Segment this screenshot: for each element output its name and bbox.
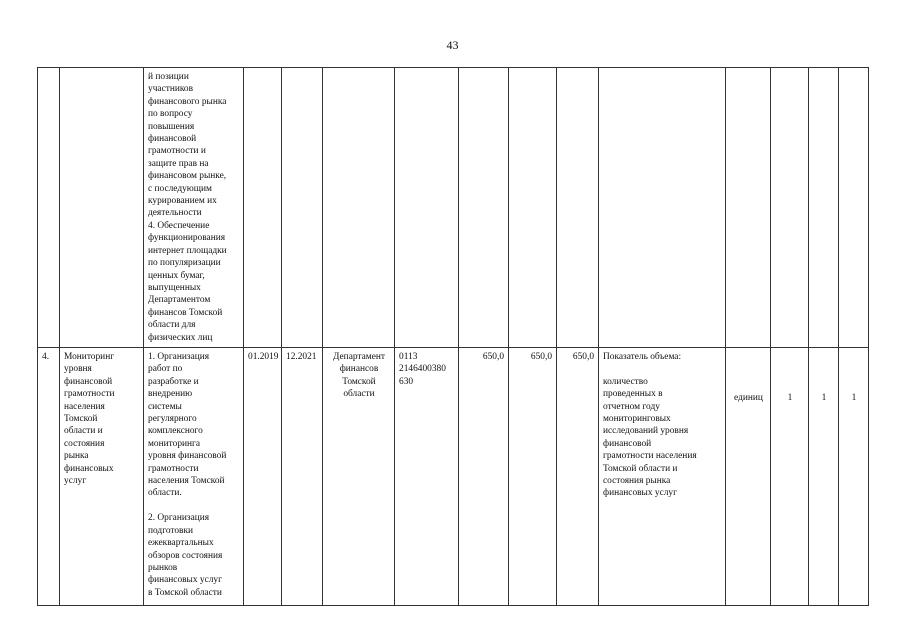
end-date-cell: 12.2021 xyxy=(281,347,323,606)
row-number-cell: 4. xyxy=(37,347,60,606)
executor-cell: Департамент финансов Томской области xyxy=(322,347,395,606)
page-number: 43 xyxy=(446,38,459,52)
target-year-3-cell: 1 xyxy=(838,347,869,606)
target-year-2-cell xyxy=(808,67,839,348)
executor-cell xyxy=(322,67,395,348)
task-name-cell: Мониторинг уровня финансовой грамотности населения Томской области и состояния рынка финансовых услуг xyxy=(59,347,144,606)
start-date-cell xyxy=(243,67,282,348)
row-number-cell xyxy=(37,67,60,348)
activities-cell: й позиции участников финансового рынка по вопросу повышения финансовой грамотности и защите прав на финансовом рынке, с последующим курированием их деятельности 4. Обеспечение функционирования интернет площадки по популяризации ценных бумаг, выпущенных Департаментом финансов Томской области для физических лиц xyxy=(143,67,244,348)
target-year-3-cell xyxy=(838,67,869,348)
funding-year-3-cell: 650,0 xyxy=(556,347,599,606)
indicator-cell: Показатель объема: количество проведенных в отчетном году мониторинговых исследований уровня финансовой грамотности населения Томской области и состояния рынка финансовых услуг xyxy=(598,347,726,606)
target-year-1-cell xyxy=(770,67,809,348)
funding-year-1-cell: 650,0 xyxy=(458,347,509,606)
target-year-2-cell: 1 xyxy=(808,347,839,606)
budget-code-cell: 0113 2146400380 630 xyxy=(394,347,459,606)
indicator-cell xyxy=(598,67,726,348)
task-name-cell xyxy=(59,67,144,348)
funding-year-1-cell xyxy=(458,67,509,348)
end-date-cell xyxy=(281,67,323,348)
unit-cell xyxy=(725,67,771,348)
unit-cell: единиц xyxy=(725,347,771,606)
target-year-1-cell: 1 xyxy=(770,347,809,606)
start-date-cell: 01.2019 xyxy=(243,347,282,606)
funding-year-2-cell xyxy=(508,67,557,348)
funding-year-2-cell: 650,0 xyxy=(508,347,557,606)
budget-code-cell xyxy=(394,67,459,348)
funding-year-3-cell xyxy=(556,67,599,348)
activities-cell: 1. Организация работ по разработке и внедрению системы регулярного комплексного мониторинга уровня финансовой грамотности населения Томской области. 2. Организация подготовки ежеквартальных обзоров состояния рынков финансовых услуг в Томской области xyxy=(143,347,244,606)
